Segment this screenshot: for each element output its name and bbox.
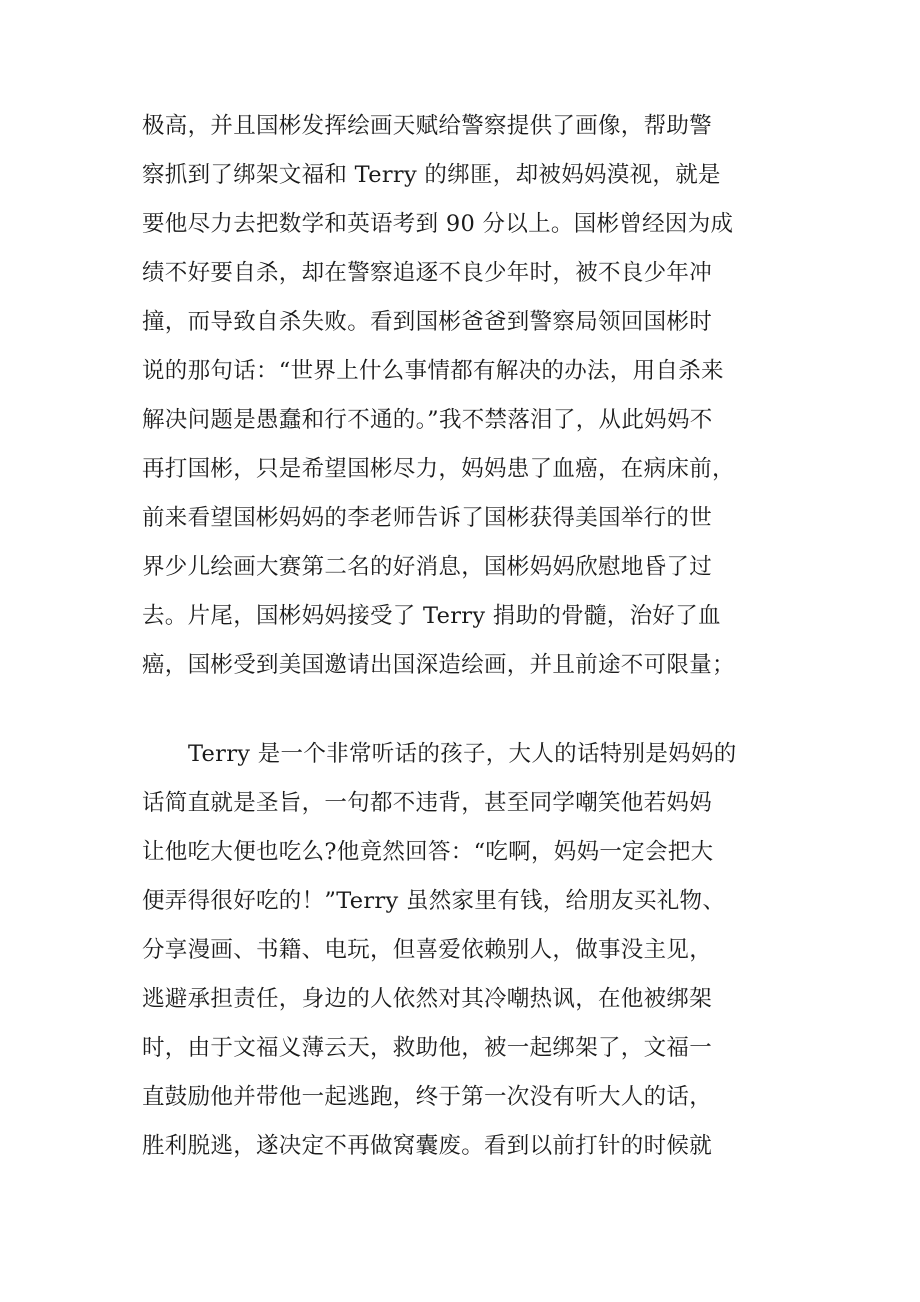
text-line: 逃避承担责任，身边的人依然对其冷嘲热讽，在他被绑架 [142, 986, 713, 1012]
text-line: 前来看望国彬妈妈的李老师告诉了国彬获得美国举行的世 [142, 505, 713, 531]
text-line: 分享漫画、书籍、电玩，但喜爱依赖别人，做事没主见， [142, 937, 713, 963]
text-line: 察抓到了绑架文福和 Terry 的绑匪，却被妈妈漠视，就是 [142, 162, 721, 188]
text-line: 解决问题是愚蠢和行不通的。”我不禁落泪了，从此妈妈不 [142, 407, 713, 433]
text-line: 绩不好要自杀，却在警察追逐不良少年时，被不良少年冲 [142, 260, 713, 286]
text-line: 时，由于文福义薄云天，救助他，被一起绑架了，文福一 [142, 1035, 713, 1061]
text-line: 去。片尾，国彬妈妈接受了 Terry 捐助的骨髓，治好了血 [142, 603, 721, 629]
text-line: Terry 是一个非常听话的孩子，大人的话特别是妈妈的 [188, 741, 737, 767]
text-line: 撞，而导致自杀失败。看到国彬爸爸到警察局领回国彬时 [142, 309, 713, 335]
text-line: 说的那句话：“世界上什么事情都有解决的办法，用自杀来 [142, 358, 724, 384]
text-line: 让他吃大便也吃么?他竟然回答：“吃啊，妈妈一定会把大 [142, 839, 714, 865]
text-line: 极高，并且国彬发挥绘画天赋给警察提供了画像，帮助警 [142, 113, 713, 139]
text-line: 便弄得很好吃的！”Terry 虽然家里有钱，给朋友买礼物、 [142, 888, 726, 914]
text-line: 话简直就是圣旨，一句都不违背，甚至同学嘲笑他若妈妈 [142, 790, 713, 816]
text-line: 要他尽力去把数学和英语考到 90 分以上。国彬曾经因为成 [142, 211, 734, 237]
text-line: 癌，国彬受到美国邀请出国深造绘画，并且前途不可限量； [142, 652, 735, 678]
text-line: 胜利脱逃，遂决定不再做窝囊废。看到以前打针的时候就 [142, 1133, 713, 1159]
text-line: 再打国彬，只是希望国彬尽力，妈妈患了血癌，在病床前， [142, 456, 735, 482]
text-line: 直鼓励他并带他一起逃跑，终于第一次没有听大人的话， [142, 1084, 713, 1110]
text-line: 界少儿绘画大赛第二名的好消息，国彬妈妈欣慰地昏了过 [142, 554, 713, 580]
